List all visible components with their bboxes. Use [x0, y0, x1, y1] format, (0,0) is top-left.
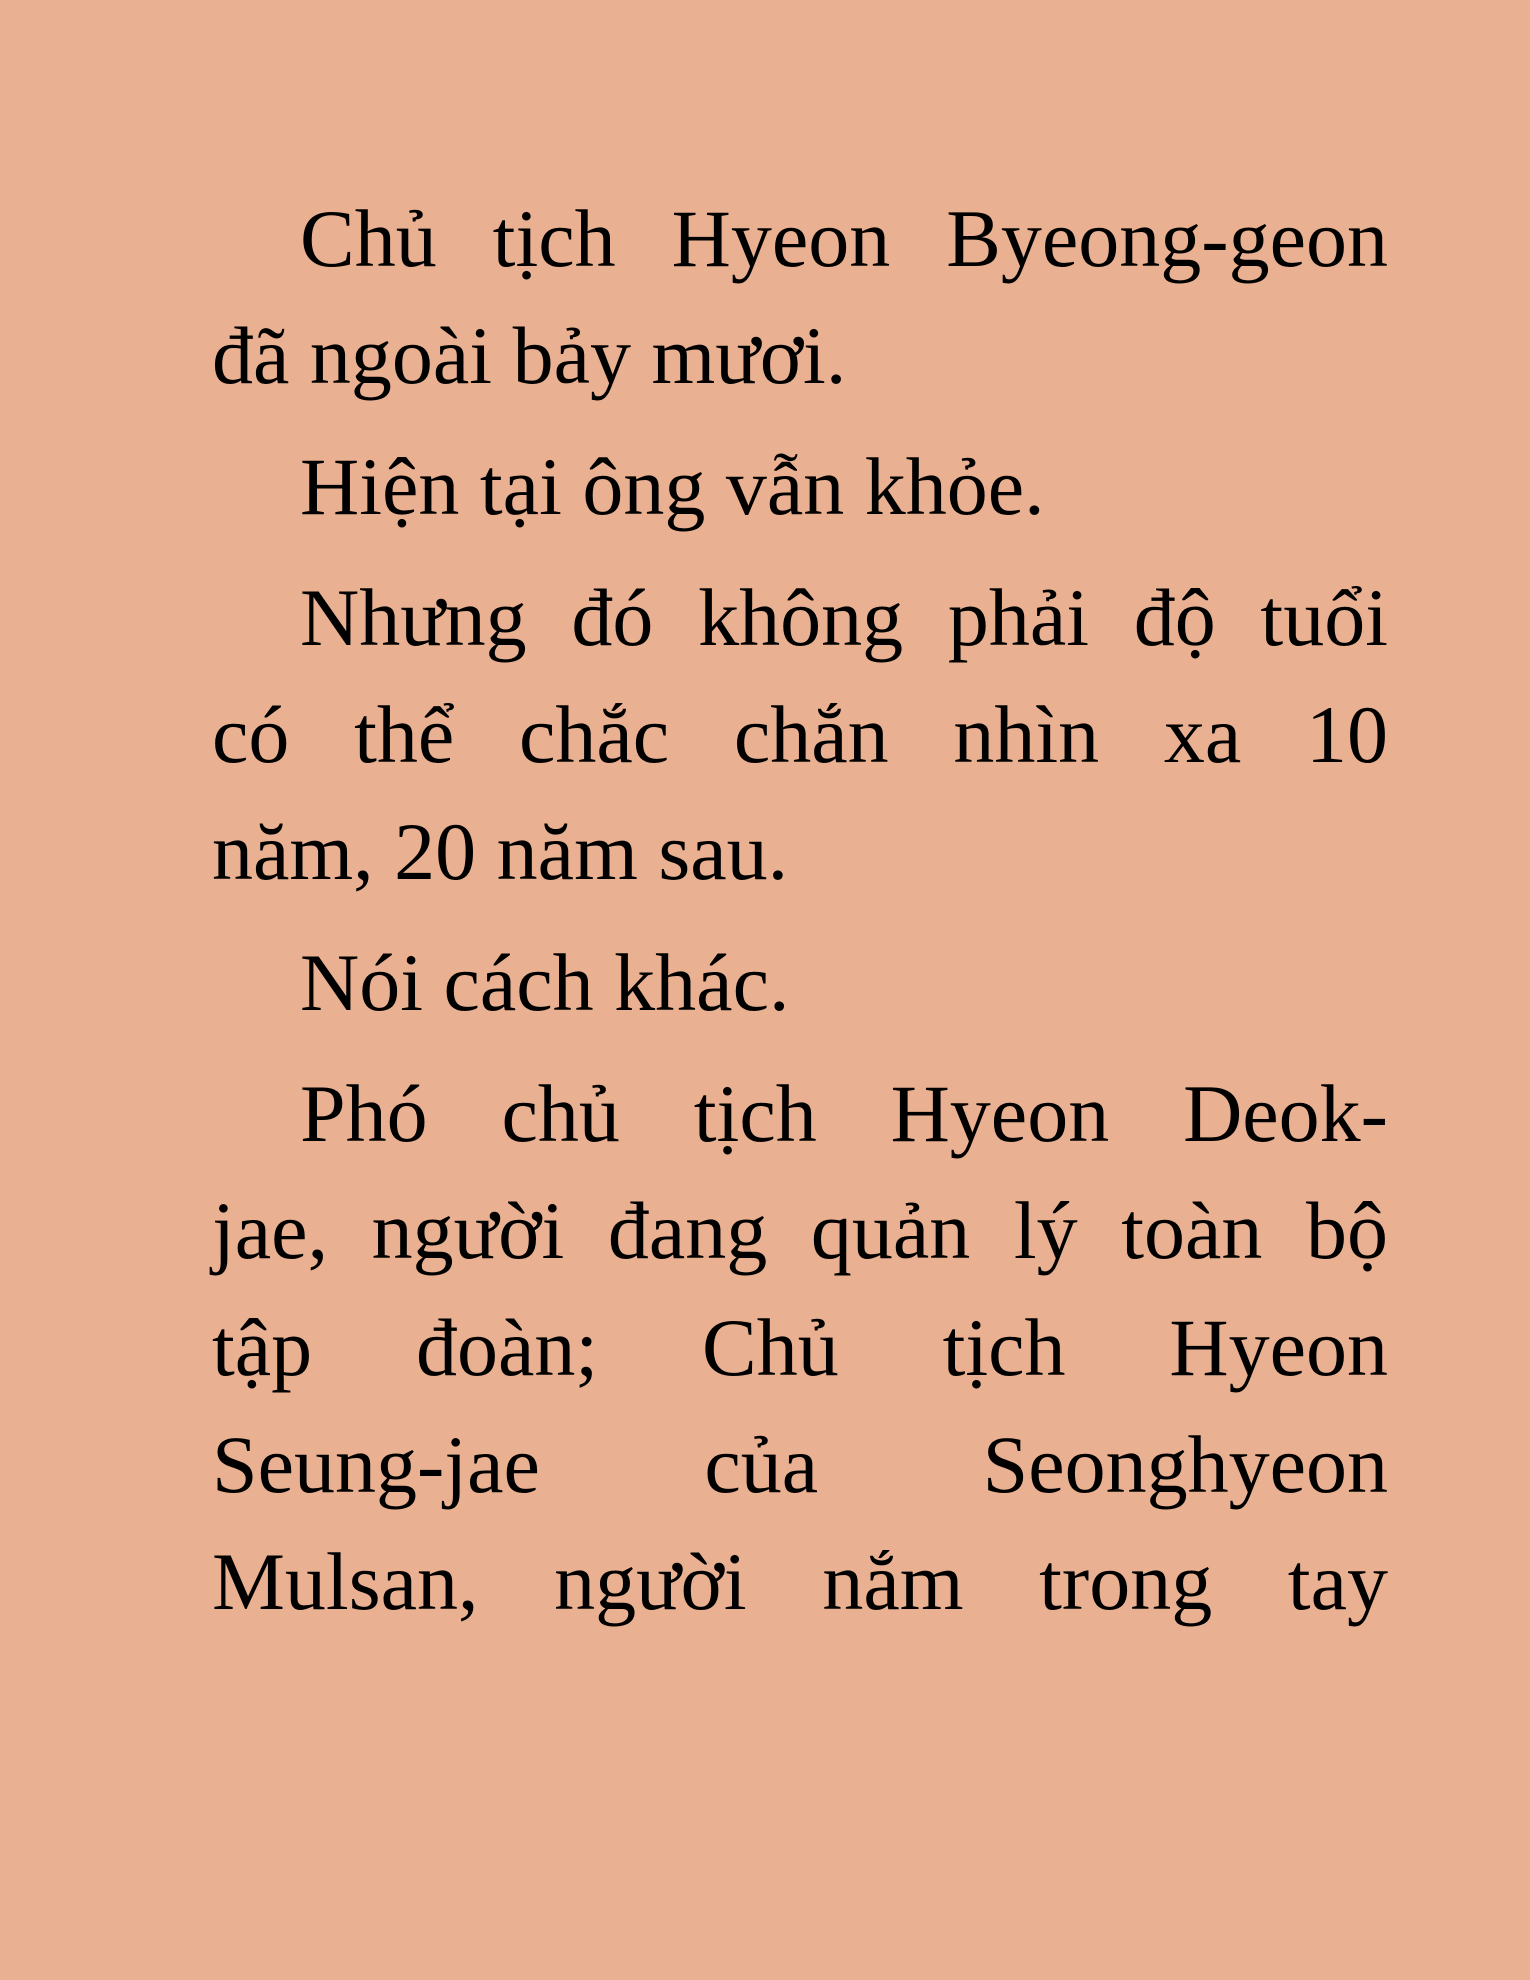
document-page [212, 180, 1388, 1640]
paragraph-line: Hiện tại ông vẫn khỏe. [300, 441, 1045, 532]
paragraph-line: Nói cách khác. [300, 937, 790, 1028]
paragraph-4 [212, 924, 1388, 1041]
paragraph-line: đã ngoài bảy mươi. [212, 310, 847, 401]
paragraph-line: Phó chủ tịch Hyeon Deok- [300, 1068, 1388, 1159]
paragraph-line: Mulsan, người nắm trong tay [212, 1536, 1388, 1627]
paragraph-2 [212, 428, 1388, 545]
paragraph-5 [212, 1055, 1388, 1640]
paragraph-line: tập đoàn; Chủ tịch Hyeon [212, 1302, 1388, 1393]
paragraph-line: năm, 20 năm sau. [212, 806, 789, 897]
paragraph-line: jae, người đang quản lý toàn bộ [212, 1185, 1388, 1276]
paragraph-line: Nhưng đó không phải độ tuổi [300, 572, 1388, 663]
paragraph-line: Chủ tịch Hyeon Byeong-geon [300, 193, 1388, 284]
paragraph-1 [212, 180, 1388, 414]
paragraph-line: có thể chắc chắn nhìn xa 10 [212, 689, 1388, 780]
paragraph-3 [212, 559, 1388, 910]
paragraph-line: Seung-jae của Seonghyeon [212, 1419, 1388, 1510]
